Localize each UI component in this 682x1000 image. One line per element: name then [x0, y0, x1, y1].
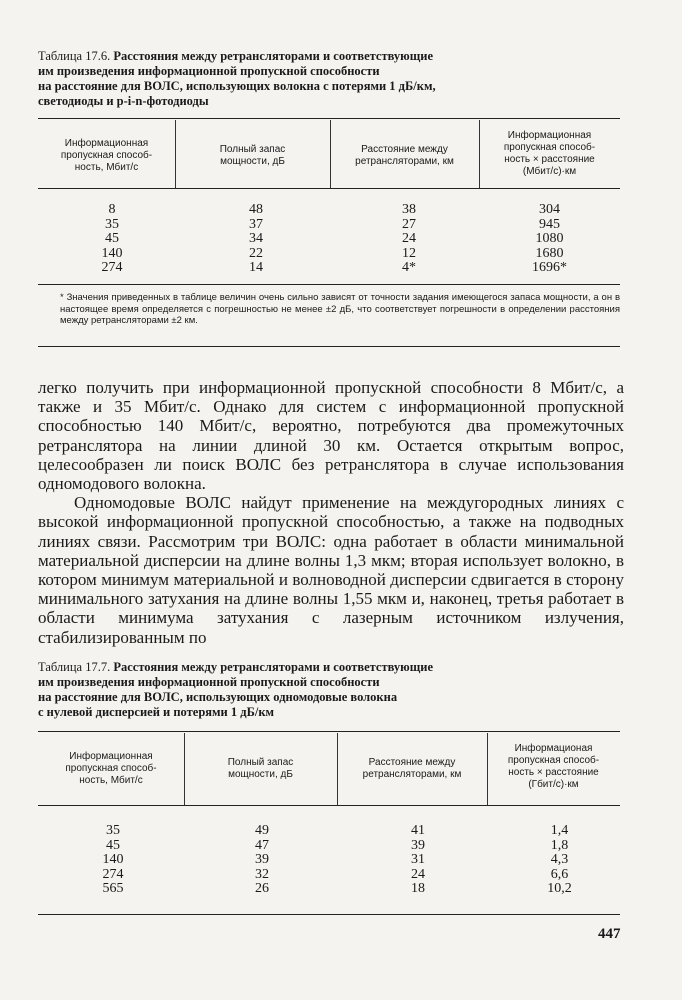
table2-label: Таблица 17.7.: [38, 660, 111, 674]
table-cell: 41: [411, 823, 425, 838]
table-cell: 26: [255, 881, 269, 897]
table2-col-product: [487, 824, 632, 897]
table-cell: 140: [101, 245, 123, 261]
table-cell: 37: [249, 216, 263, 232]
table-cell: 10,2: [547, 881, 572, 897]
table-cell: 4*: [402, 260, 416, 276]
table-cell: 48: [249, 202, 263, 217]
table2-caption-line-1: Таблица 17.7. Расстояния между ретрансляторами и соответствующие: [38, 660, 434, 674]
table2: [38, 731, 620, 921]
table-cell: 32: [255, 866, 269, 882]
table-cell: 18: [411, 881, 425, 897]
table2-col-bandwidth: [38, 824, 188, 897]
body-text: [38, 378, 624, 647]
table-cell: 945: [539, 216, 560, 232]
table-cell: 1,4: [550, 823, 569, 838]
table2-col-power-margin: [184, 824, 340, 897]
table1-caption-line-1: Таблица 17.6. Расстояния между ретрансляторами и соответствующие: [38, 49, 434, 63]
table1-header-product: Информационная пропускная способ- ность × расстояние (Мбит/с)·км: [503, 130, 596, 177]
table1-caption: [38, 49, 628, 109]
table1-top-rule: [38, 118, 620, 119]
table-cell: 1696*: [532, 260, 567, 276]
table-cell: 8: [108, 202, 116, 217]
paragraph-2: Одномодовые ВОЛС найдут применение на междугородных линиях с высокой информационной пропускной способностью, а также на подводных линиях связи. Рассмотрим три ВОЛС: одна работает в области минимальной материальной дисперсии на длине волны 1,3 мкм; вторая использует волокно, в котором минимум материальной и волноводной дисперсии сдвигается в сторону минимального затухания на длине волны 1,55 мкм и, наконец, третья работает в области минимума затухания с лазерным источником излучения, стабилизированным по: [38, 493, 624, 647]
table-cell: 24: [402, 231, 416, 247]
table-cell: 6,6: [550, 866, 569, 882]
table2-bottom-rule: [38, 914, 620, 915]
table-cell: 45: [106, 837, 120, 853]
table2-caption-line-3: на расстояние для ВОЛС, использующих одномодовые волокна: [38, 690, 398, 704]
table-cell: 140: [102, 852, 124, 868]
table-cell: 34: [249, 231, 263, 247]
table1-col-power-margin: [175, 203, 337, 276]
table-cell: 1080: [535, 231, 564, 247]
table-cell: 31: [411, 852, 425, 868]
table2-caption-line-4: с нулевой дисперсией и потерями 1 дБ/км: [38, 705, 275, 719]
table-cell: 274: [102, 866, 124, 882]
table2-header-bandwidth: Информационная пропускная способ- ность, Мбит/с: [65, 751, 157, 786]
table-cell: 14: [249, 260, 263, 276]
table2-header-product: Информационая пропускная способ- ность × расстояние (Гбит/с)·км: [507, 743, 600, 790]
table1-col-product: [479, 203, 620, 276]
table2-caption-line-2: им произведения информационной пропускной способности: [38, 675, 380, 689]
table2-header-distance: Расстояние между ретрансляторами, км: [362, 757, 462, 780]
table-cell: 1680: [535, 245, 564, 261]
table1: [38, 118, 620, 358]
table1-body-rule: [38, 284, 620, 285]
table1-bottom-rule: [38, 346, 620, 347]
table1-header-bandwidth: Информационная пропускная способ- ность, Мбит/с: [60, 138, 153, 173]
table2-header-power-margin: Полный запас мощности, дБ: [227, 757, 294, 780]
table1-footnote: * Значения приведенных в таблице величин очень сильно зависят от точности задания имеющегося запаса мощности, а он в настоящее время определяется с погрешностью не менее ±2 дБ, что соответствует погрешности в определении расстояния между ретрансляторами ±2 км.: [60, 292, 620, 326]
table-cell: 1,8: [550, 837, 569, 853]
paragraph-1: легко получить при информационной пропускной способности 8 Мбит/с, а также и 35 Мбит/с. Однако для систем с информационной пропускной способностью 140 Мбит/с, вероятно, потребуются два промежуточных ретранслятора на линии длиной 30 км. Остается открытым вопрос, целесообразен ли поиск ВОЛС без ретранслятора в случае использования одномодового волокна.: [38, 378, 624, 494]
table1-col-bandwidth: [38, 203, 186, 276]
table1-caption-line-2: им произведения информационной пропускной способности: [38, 64, 380, 78]
table-cell: 38: [402, 202, 416, 217]
table2-top-rule: [38, 731, 620, 732]
table-cell: 39: [255, 852, 269, 868]
table1-caption-line-4: светодиоды и p-i-n-фотодиоды: [38, 94, 209, 108]
table-cell: 4,3: [550, 852, 569, 868]
table-cell: 47: [255, 837, 269, 853]
table1-label: Таблица 17.6.: [38, 49, 111, 63]
table-cell: 45: [105, 231, 119, 247]
table2-header-rule: [38, 805, 620, 806]
table-cell: 22: [249, 245, 263, 261]
table1-header-distance: Расстояние между ретрансляторами, км: [355, 144, 454, 167]
table-cell: 35: [106, 823, 120, 838]
table2-col-distance: [337, 824, 499, 897]
table1-header-rule: [38, 188, 620, 189]
table-cell: 35: [105, 216, 119, 232]
table1-header-power-margin: Полный запас мощности, дБ: [219, 144, 286, 167]
table-cell: 12: [402, 245, 416, 261]
table-cell: 304: [539, 202, 560, 217]
table-cell: 27: [402, 216, 416, 232]
table2-caption: [38, 660, 628, 720]
page-number: 447: [598, 926, 621, 942]
table-cell: 39: [411, 837, 425, 853]
table-cell: 565: [102, 881, 124, 897]
table1-col-distance: [330, 203, 488, 276]
table1-caption-line-3: на расстояние для ВОЛС, использующих волокна с потерями 1 дБ/км,: [38, 79, 436, 93]
table-cell: 24: [411, 866, 425, 882]
table-cell: 274: [101, 260, 123, 276]
table-cell: 49: [255, 823, 269, 838]
